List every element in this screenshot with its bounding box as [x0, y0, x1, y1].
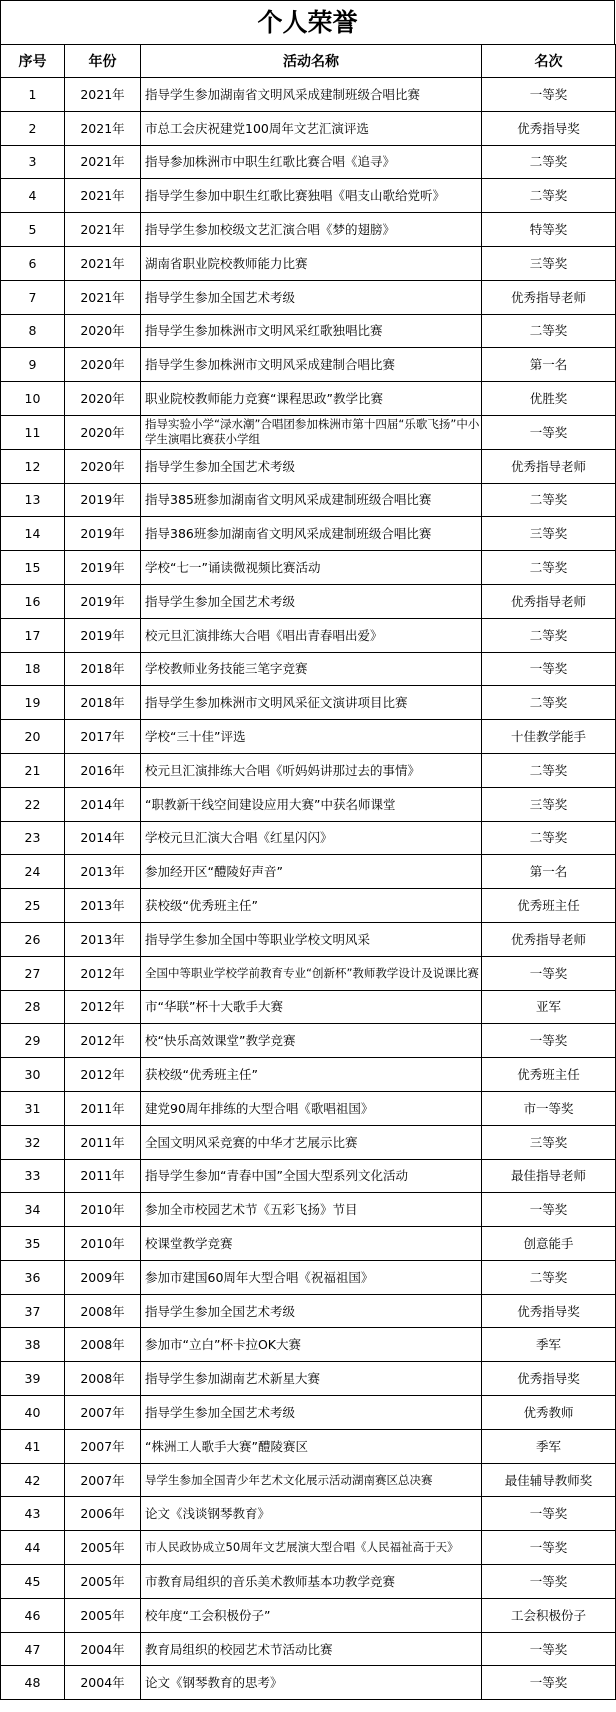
table-row	[1, 956, 616, 990]
row-rank: 优秀指导老师	[482, 449, 616, 483]
row-activity: 指导学生参加株洲市文明风采征文演讲项目比赛	[141, 686, 482, 720]
header-number: 序号	[1, 45, 65, 78]
row-activity: 导学生参加全国青少年艺术文化展示活动湖南赛区总决赛	[141, 1463, 482, 1497]
row-rank: 优秀指导奖	[482, 1294, 616, 1328]
row-year: 2012年	[65, 990, 141, 1024]
table-row	[1, 517, 616, 551]
table-row	[1, 753, 616, 787]
row-number: 23	[1, 821, 65, 855]
row-number: 31	[1, 1091, 65, 1125]
row-activity: 参加市“立白”杯卡拉OK大赛	[141, 1328, 482, 1362]
table-row	[1, 1024, 616, 1058]
table-row	[1, 213, 616, 247]
row-rank: 二等奖	[482, 483, 616, 517]
row-activity: 校“快乐高效课堂”教学竞赛	[141, 1024, 482, 1058]
table-row	[1, 922, 616, 956]
table-body	[1, 78, 616, 1700]
table-row	[1, 1294, 616, 1328]
row-number: 42	[1, 1463, 65, 1497]
table-row	[1, 483, 616, 517]
table-row	[1, 1598, 616, 1632]
table-row	[1, 348, 616, 382]
row-activity: 校元旦汇演排练大合唱《听妈妈讲那过去的事情》	[141, 753, 482, 787]
row-rank: 二等奖	[482, 618, 616, 652]
row-number: 47	[1, 1632, 65, 1666]
header-year: 年份	[65, 45, 141, 78]
row-activity: 指导学生参加全国艺术考级	[141, 449, 482, 483]
row-rank: 二等奖	[482, 753, 616, 787]
row-activity: 湖南省职业院校教师能力比赛	[141, 246, 482, 280]
table-row	[1, 551, 616, 585]
row-rank: 第一名	[482, 348, 616, 382]
honors-table	[0, 44, 616, 1700]
table-row	[1, 584, 616, 618]
row-rank: 优秀班主任	[482, 1058, 616, 1092]
header-row	[1, 45, 616, 78]
row-year: 2021年	[65, 246, 141, 280]
row-year: 2019年	[65, 517, 141, 551]
row-activity: 指导学生参加“青春中国”全国大型系列文化活动	[141, 1159, 482, 1193]
table-row	[1, 449, 616, 483]
row-rank: 优秀指导老师	[482, 280, 616, 314]
row-activity: 指导参加株洲市中职生红歌比赛合唱《追寻》	[141, 145, 482, 179]
table-row	[1, 1632, 616, 1666]
row-year: 2011年	[65, 1159, 141, 1193]
table-row	[1, 787, 616, 821]
row-rank: 三等奖	[482, 787, 616, 821]
row-activity: 获校级“优秀班主任”	[141, 889, 482, 923]
row-year: 2008年	[65, 1328, 141, 1362]
row-number: 5	[1, 213, 65, 247]
row-year: 2019年	[65, 551, 141, 585]
row-year: 2020年	[65, 382, 141, 416]
page-title: 个人荣誉	[0, 0, 615, 44]
row-year: 2013年	[65, 922, 141, 956]
row-rank: 一等奖	[482, 1666, 616, 1700]
table-row	[1, 1666, 616, 1700]
row-activity: 指导386班参加湖南省文明风采成建制班级合唱比赛	[141, 517, 482, 551]
table-row	[1, 145, 616, 179]
row-number: 41	[1, 1429, 65, 1463]
row-rank: 最佳指导老师	[482, 1159, 616, 1193]
row-activity: 指导实验小学“渌水潮”合唱团参加株洲市第十四届“乐歌飞扬”中小学生演唱比赛获小学组	[141, 415, 482, 449]
table-row	[1, 1362, 616, 1396]
row-year: 2004年	[65, 1632, 141, 1666]
row-year: 2020年	[65, 314, 141, 348]
row-year: 2004年	[65, 1666, 141, 1700]
row-year: 2012年	[65, 1058, 141, 1092]
row-number: 10	[1, 382, 65, 416]
row-number: 39	[1, 1362, 65, 1396]
row-year: 2021年	[65, 213, 141, 247]
row-number: 11	[1, 415, 65, 449]
row-rank: 一等奖	[482, 956, 616, 990]
table-row	[1, 382, 616, 416]
row-activity: 指导学生参加株洲市文明风采成建制合唱比赛	[141, 348, 482, 382]
row-year: 2014年	[65, 787, 141, 821]
table-row	[1, 246, 616, 280]
row-activity: 教育局组织的校园艺术节活动比赛	[141, 1632, 482, 1666]
row-activity: “职教新干线空间建设应用大赛”中获名师课堂	[141, 787, 482, 821]
row-rank: 特等奖	[482, 213, 616, 247]
table-row	[1, 1565, 616, 1599]
table-row	[1, 1497, 616, 1531]
table-row	[1, 618, 616, 652]
row-activity: 学校元旦汇演大合唱《红星闪闪》	[141, 821, 482, 855]
row-number: 26	[1, 922, 65, 956]
row-number: 18	[1, 652, 65, 686]
row-activity: 学校“七一”诵读微视频比赛活动	[141, 551, 482, 585]
row-year: 2021年	[65, 179, 141, 213]
table-row	[1, 652, 616, 686]
row-rank: 季军	[482, 1429, 616, 1463]
row-rank: 一等奖	[482, 1193, 616, 1227]
row-rank: 三等奖	[482, 1125, 616, 1159]
table-row	[1, 78, 616, 112]
row-rank: 三等奖	[482, 246, 616, 280]
row-rank: 二等奖	[482, 686, 616, 720]
table-row	[1, 415, 616, 449]
row-number: 29	[1, 1024, 65, 1058]
row-number: 38	[1, 1328, 65, 1362]
row-activity: 校年度“工会积极份子”	[141, 1598, 482, 1632]
row-activity: 指导学生参加中职生红歌比赛独唱《唱支山歌给党听》	[141, 179, 482, 213]
table-row	[1, 889, 616, 923]
table-row	[1, 111, 616, 145]
row-activity: 论文《浅谈钢琴教育》	[141, 1497, 482, 1531]
row-year: 2012年	[65, 1024, 141, 1058]
row-number: 7	[1, 280, 65, 314]
row-year: 2007年	[65, 1396, 141, 1430]
row-year: 2021年	[65, 145, 141, 179]
row-year: 2019年	[65, 483, 141, 517]
table-row	[1, 179, 616, 213]
row-year: 2005年	[65, 1565, 141, 1599]
table-row	[1, 1125, 616, 1159]
row-year: 2018年	[65, 652, 141, 686]
row-year: 2020年	[65, 348, 141, 382]
row-number: 1	[1, 78, 65, 112]
row-activity: 校课堂教学竞赛	[141, 1227, 482, 1261]
table-row	[1, 314, 616, 348]
row-number: 48	[1, 1666, 65, 1700]
row-rank: 一等奖	[482, 1632, 616, 1666]
row-number: 8	[1, 314, 65, 348]
row-activity: 参加经开区“醴陵好声音”	[141, 855, 482, 889]
row-activity: 指导学生参加全国中等职业学校文明风采	[141, 922, 482, 956]
row-number: 46	[1, 1598, 65, 1632]
row-rank: 优秀指导奖	[482, 111, 616, 145]
row-activity: 学校“三十佳”评选	[141, 720, 482, 754]
row-number: 27	[1, 956, 65, 990]
row-number: 43	[1, 1497, 65, 1531]
row-activity: 参加全市校园艺术节《五彩飞扬》节目	[141, 1193, 482, 1227]
row-activity: 获校级“优秀班主任”	[141, 1058, 482, 1092]
row-number: 19	[1, 686, 65, 720]
table-row	[1, 990, 616, 1024]
row-activity: 市总工会庆祝建党100周年文艺汇演评选	[141, 111, 482, 145]
row-rank: 一等奖	[482, 1565, 616, 1599]
row-number: 28	[1, 990, 65, 1024]
table-row	[1, 686, 616, 720]
row-activity: 建党90周年排练的大型合唱《歌唱祖国》	[141, 1091, 482, 1125]
row-year: 2012年	[65, 956, 141, 990]
row-number: 25	[1, 889, 65, 923]
row-year: 2008年	[65, 1362, 141, 1396]
table-row	[1, 821, 616, 855]
row-activity: 指导学生参加全国艺术考级	[141, 280, 482, 314]
row-rank: 二等奖	[482, 179, 616, 213]
row-year: 2017年	[65, 720, 141, 754]
row-year: 2021年	[65, 280, 141, 314]
row-year: 2016年	[65, 753, 141, 787]
row-activity: 指导学生参加湖南艺术新星大赛	[141, 1362, 482, 1396]
row-rank: 三等奖	[482, 517, 616, 551]
row-number: 36	[1, 1260, 65, 1294]
row-number: 15	[1, 551, 65, 585]
row-year: 2018年	[65, 686, 141, 720]
row-activity: 指导学生参加湖南省文明风采成建制班级合唱比赛	[141, 78, 482, 112]
row-number: 37	[1, 1294, 65, 1328]
row-year: 2013年	[65, 855, 141, 889]
row-year: 2014年	[65, 821, 141, 855]
row-rank: 二等奖	[482, 821, 616, 855]
row-rank: 亚军	[482, 990, 616, 1024]
table-row	[1, 1328, 616, 1362]
row-year: 2007年	[65, 1429, 141, 1463]
table-row	[1, 280, 616, 314]
row-activity: 市教育局组织的音乐美术教师基本功教学竞赛	[141, 1565, 482, 1599]
row-number: 22	[1, 787, 65, 821]
row-number: 13	[1, 483, 65, 517]
row-number: 34	[1, 1193, 65, 1227]
row-number: 21	[1, 753, 65, 787]
row-activity: 全国中等职业学校学前教育专业“创新杯”教师教学设计及说课比赛	[141, 956, 482, 990]
row-year: 2005年	[65, 1531, 141, 1565]
row-rank: 工会积极份子	[482, 1598, 616, 1632]
row-rank: 优胜奖	[482, 382, 616, 416]
row-number: 44	[1, 1531, 65, 1565]
row-rank: 一等奖	[482, 1024, 616, 1058]
row-activity: 校元旦汇演排练大合唱《唱出青春唱出爱》	[141, 618, 482, 652]
row-year: 2011年	[65, 1125, 141, 1159]
row-rank: 一等奖	[482, 652, 616, 686]
row-number: 20	[1, 720, 65, 754]
row-activity: 职业院校教师能力竞赛“课程思政”教学比赛	[141, 382, 482, 416]
row-activity: 指导学生参加全国艺术考级	[141, 1396, 482, 1430]
table-row	[1, 1058, 616, 1092]
row-number: 32	[1, 1125, 65, 1159]
row-activity: 全国文明风采竞赛的中华才艺展示比赛	[141, 1125, 482, 1159]
table-row	[1, 1396, 616, 1430]
row-number: 17	[1, 618, 65, 652]
row-rank: 二等奖	[482, 551, 616, 585]
row-number: 16	[1, 584, 65, 618]
row-rank: 优秀指导老师	[482, 922, 616, 956]
row-rank: 十佳教学能手	[482, 720, 616, 754]
table-row	[1, 1091, 616, 1125]
row-rank: 优秀指导老师	[482, 584, 616, 618]
row-year: 2010年	[65, 1227, 141, 1261]
row-number: 3	[1, 145, 65, 179]
row-rank: 季军	[482, 1328, 616, 1362]
row-rank: 市一等奖	[482, 1091, 616, 1125]
table-row	[1, 1159, 616, 1193]
row-activity: 市人民政协成立50周年文艺展演大型合唱《人民福祉高于天》	[141, 1531, 482, 1565]
row-year: 2013年	[65, 889, 141, 923]
row-rank: 一等奖	[482, 1531, 616, 1565]
row-activity: 参加市建国60周年大型合唱《祝福祖国》	[141, 1260, 482, 1294]
row-year: 2011年	[65, 1091, 141, 1125]
row-activity: “株洲工人歌手大赛”醴陵赛区	[141, 1429, 482, 1463]
row-rank: 优秀指导奖	[482, 1362, 616, 1396]
row-number: 12	[1, 449, 65, 483]
row-number: 24	[1, 855, 65, 889]
row-number: 6	[1, 246, 65, 280]
row-number: 35	[1, 1227, 65, 1261]
table-row	[1, 1429, 616, 1463]
row-rank: 优秀班主任	[482, 889, 616, 923]
row-activity: 论文《钢琴教育的思考》	[141, 1666, 482, 1700]
row-year: 2006年	[65, 1497, 141, 1531]
row-number: 4	[1, 179, 65, 213]
header-rank: 名次	[482, 45, 616, 78]
row-year: 2010年	[65, 1193, 141, 1227]
row-activity: 指导学生参加株洲市文明风采红歌独唱比赛	[141, 314, 482, 348]
table-row	[1, 1193, 616, 1227]
row-rank: 一等奖	[482, 78, 616, 112]
row-number: 2	[1, 111, 65, 145]
row-activity: 指导385班参加湖南省文明风采成建制班级合唱比赛	[141, 483, 482, 517]
row-year: 2021年	[65, 111, 141, 145]
row-rank: 二等奖	[482, 1260, 616, 1294]
row-activity: 市“华联”杯十大歌手大赛	[141, 990, 482, 1024]
row-year: 2019年	[65, 584, 141, 618]
row-number: 33	[1, 1159, 65, 1193]
row-activity: 学校教师业务技能三笔字竞赛	[141, 652, 482, 686]
table-row	[1, 1260, 616, 1294]
table-row	[1, 1227, 616, 1261]
row-year: 2009年	[65, 1260, 141, 1294]
header-activity: 活动名称	[141, 45, 482, 78]
row-number: 9	[1, 348, 65, 382]
row-number: 45	[1, 1565, 65, 1599]
table-row	[1, 720, 616, 754]
row-year: 2020年	[65, 449, 141, 483]
row-rank: 一等奖	[482, 415, 616, 449]
table-row	[1, 855, 616, 889]
row-rank: 最佳辅导教师奖	[482, 1463, 616, 1497]
row-number: 30	[1, 1058, 65, 1092]
row-rank: 一等奖	[482, 1497, 616, 1531]
row-number: 40	[1, 1396, 65, 1430]
row-rank: 二等奖	[482, 314, 616, 348]
row-rank: 二等奖	[482, 145, 616, 179]
row-year: 2005年	[65, 1598, 141, 1632]
row-year: 2021年	[65, 78, 141, 112]
row-rank: 第一名	[482, 855, 616, 889]
row-year: 2008年	[65, 1294, 141, 1328]
row-activity: 指导学生参加全国艺术考级	[141, 584, 482, 618]
row-activity: 指导学生参加全国艺术考级	[141, 1294, 482, 1328]
row-rank: 优秀教师	[482, 1396, 616, 1430]
table-row	[1, 1531, 616, 1565]
row-number: 14	[1, 517, 65, 551]
row-rank: 创意能手	[482, 1227, 616, 1261]
row-year: 2019年	[65, 618, 141, 652]
row-activity: 指导学生参加校级文艺汇演合唱《梦的翅膀》	[141, 213, 482, 247]
row-year: 2007年	[65, 1463, 141, 1497]
row-year: 2020年	[65, 415, 141, 449]
table-row	[1, 1463, 616, 1497]
